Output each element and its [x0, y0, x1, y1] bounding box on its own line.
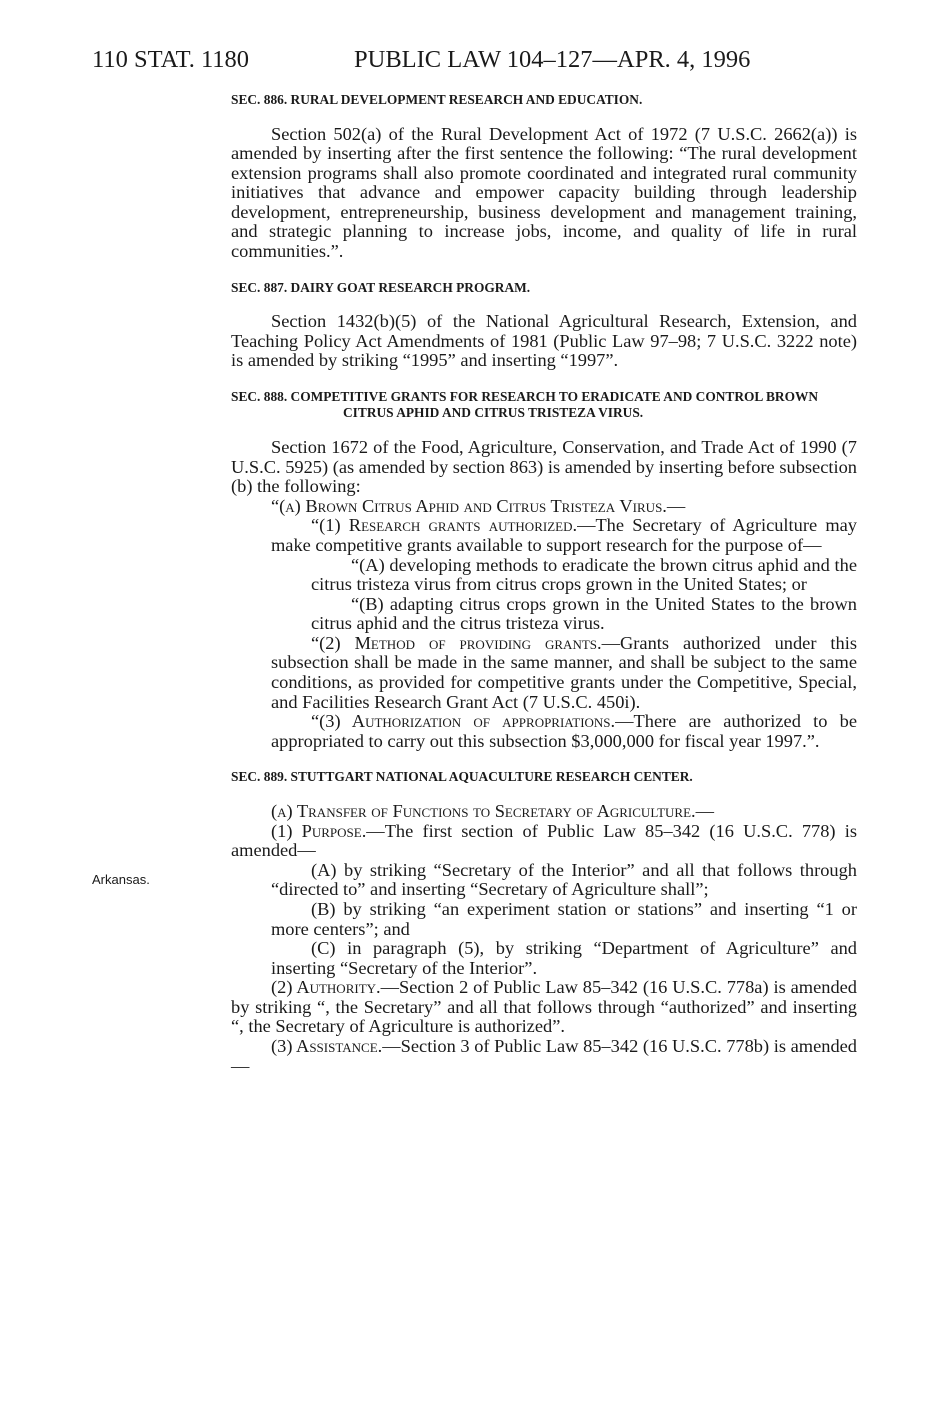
- section-heading-887: SEC. 887. DAIRY GOAT RESEARCH PROGRAM.: [231, 279, 531, 295]
- subsection-889-a-heading: (a) Transfer of Functions to Secretary of Agriculture.—: [271, 800, 714, 821]
- clause-888-A: [231, 556, 857, 595]
- page-number: 110 STAT. 1180: [92, 46, 250, 73]
- paragraph-889-2-label: (2) Authority.: [271, 977, 381, 998]
- law-reference: PUBLIC LAW 104–127—APR. 4, 1996: [354, 46, 751, 73]
- paragraph-889-2-text: —Section 2 of Public Law 85–342 (16 U.S.C. 778a) is amended by striking “, the Secretary” and all that follows through “authorized” and inserting “, the Secretary of Agriculture is authorized”.: [231, 977, 858, 1037]
- clause-889-B: [231, 900, 857, 939]
- paragraph-889-3: [231, 1037, 857, 1076]
- paragraph-888-1-text: —The Secretary of Agriculture may make competitive grants available to support research for the purpose of—: [271, 515, 857, 555]
- paragraph-889-3-label: (3) Assistance.: [271, 1036, 383, 1057]
- paragraph-889-3-text: —Section 3 of Public Law 85–342 (16 U.S.C. 778b) is amended—: [231, 1036, 858, 1076]
- paragraph-889-1-label: (1) Purpose.: [271, 820, 367, 841]
- paragraph-888-2-text: —Grants authorized under this subsection shall be made in the same manner, and shall be subject to the same conditions, as provided for competitive grants under the Competitive, Special, and Facilities Research Grant Act (7 U.S.C. 450i).: [271, 632, 857, 712]
- margin-note: Arkansas.: [92, 872, 150, 887]
- clause-889-C: [231, 939, 857, 978]
- paragraph-888-3: [231, 712, 857, 751]
- clause-889-A-text: (A) by striking “Secretary of the Interior” and all that follows through “directed to” and inserting “Secretary of Agriculture shall”;: [271, 859, 857, 900]
- paragraph-888-1-label: “(1) Research grants authorized.: [311, 515, 578, 536]
- paragraph-888-1: [231, 516, 857, 555]
- paragraph-889-2: [231, 978, 857, 1037]
- section-886-body: Section 502(a) of the Rural Development Act of 1972 (7 U.S.C. 2662(a)) is amended by inserting after the first sentence the following: “The rural development extension programs shall also promote coordinated and integrated rural community initiatives that advance and empower capacity building through leadership development, entrepreneurship, business development and management training, and strategic planning to increase jobs, income, and quality of life in rural communities.”.: [231, 123, 857, 262]
- paragraph-888-3-label: “(3) Authorization of appropriations.: [311, 711, 616, 732]
- section-heading-889: SEC. 889. STUTTGART NATIONAL AQUACULTURE RESEARCH CENTER.: [231, 769, 693, 785]
- section-888-intro: Section 1672 of the Food, Agriculture, Conservation, and Trade Act of 1990 (7 U.S.C. 5925) (as amended by section 863) is amended by inserting before subsection (b) the following:: [231, 436, 857, 497]
- document-body: [231, 92, 857, 1076]
- clause-889-A: [231, 861, 857, 900]
- clause-889-B-text: (B) by striking “an experiment station or stations” and inserting “1 or more centers”; and: [271, 898, 857, 939]
- page-header: [92, 46, 872, 82]
- clause-888-B: [231, 595, 857, 634]
- clause-888-A-text: “(A) developing methods to eradicate the brown citrus aphid and the citrus tristeza virus from citrus crops grown in the United States; or: [311, 554, 857, 595]
- paragraph-888-3-text: —There are authorized to be appropriated to carry out this subsection $3,000,000 for fiscal year 1997.”.: [271, 711, 857, 751]
- section-heading-886: SEC. 886. RURAL DEVELOPMENT RESEARCH AND EDUCATION.: [231, 92, 643, 107]
- paragraph-889-1-text: —The first section of Public Law 85–342 (16 U.S.C. 778) is amended—: [231, 820, 857, 861]
- paragraph-888-2-label: “(2) Method of providing grants.: [311, 632, 602, 653]
- paragraph-888-2: [231, 634, 857, 712]
- clause-889-C-text: (C) in paragraph (5), by striking “Department of Agriculture” and inserting “Secretary of the Interior”.: [271, 938, 857, 978]
- paragraph-889-1: [231, 822, 857, 861]
- section-887-body: Section 1432(b)(5) of the National Agricultural Research, Extension, and Teaching Policy Act Amendments of 1981 (Public Law 97–98; 7 U.S.C. 3222 note) is amended by striking “1995” and inserting “1997”.: [231, 311, 857, 371]
- section-heading-888: SEC. 888. COMPETITIVE GRANTS FOR RESEARCH TO ERADICATE AND CONTROL BROWN CITRUS APHID AND CITRUS TRISTEZA VIRUS.: [231, 388, 819, 421]
- clause-888-B-text: “(B) adapting citrus crops grown in the United States to the brown citrus aphid and the citrus tristeza virus.: [311, 593, 857, 634]
- subsection-888-a-heading: “(a) Brown Citrus Aphid and Citrus Tristeza Virus.—: [271, 495, 686, 516]
